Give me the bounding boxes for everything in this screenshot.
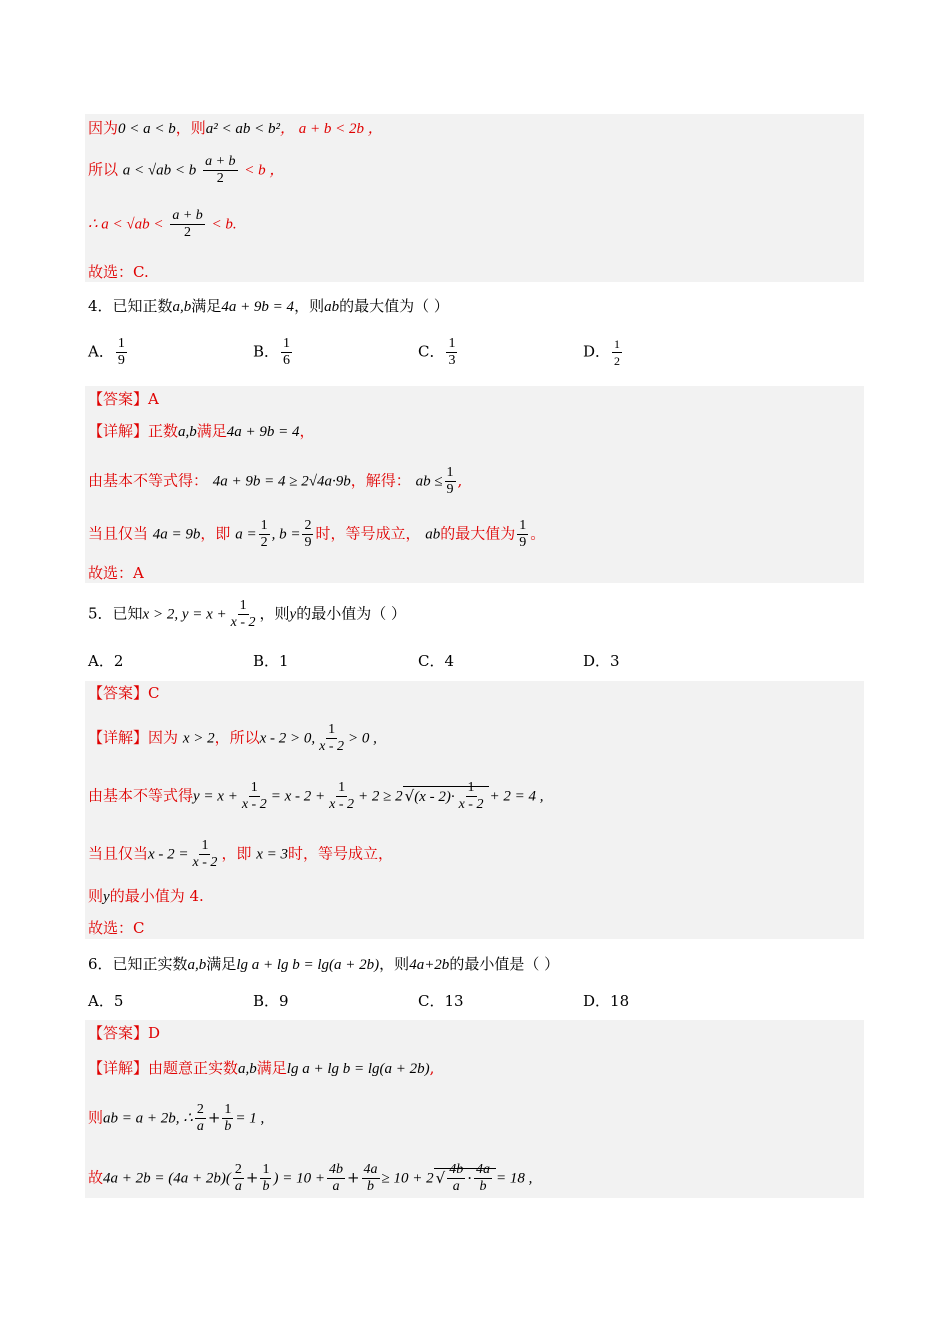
option-label: C． [418,652,445,670]
q4-stem-tail: 的最大值为（ ） [339,297,449,315]
q6-answer-tag: 【答案】D [88,1024,161,1042]
fraction-denominator: 2 [184,225,192,240]
q5-stem-cond: x > 2, y = x + [142,606,227,623]
q6-d3-expr3: ≥ 10 + 2 [381,1170,434,1187]
q3-line3-fraction [170,208,204,241]
q6-d2-expr: ab = a + 2b, ∴ [103,1110,193,1127]
q4-d2-expr: 4a + 9b = 4 ≥ 2√4a·9b [212,473,351,490]
q6-detail-line3 [88,1162,532,1195]
q3-line3-expr: ∴ a < √ab < [88,216,164,233]
fraction-numerator: 1 [328,722,336,737]
q4-d3-c: 时，等号成立， [315,524,421,543]
q5-d4-a: 则 [88,887,104,905]
q6-option-c[interactable] [418,991,464,1011]
q6-d2-fraction1 [195,1102,206,1135]
q5-stem-then: ，则 [259,604,290,623]
q5-option-b[interactable] [253,651,289,671]
q4-d1-c: ， [299,422,315,440]
q5-d3-c: 时，等号成立， [288,844,394,863]
q4-option-b[interactable] [253,336,294,369]
q3-ineq: a² < ab < b² [205,121,281,137]
fraction-denominator: 2 [614,354,621,368]
q5-d3-fraction [191,838,220,871]
q6-d1-a: 由题意正实数 [148,1059,239,1077]
q5-d2-sqrt: √(x - 2)· $\frac{1}{x - 2}$ [403,786,490,805]
fraction-numerator: 2 [196,1102,204,1117]
q4-d1-a: 正数 [148,422,179,440]
q5-option-a[interactable] [88,651,123,671]
fraction-numerator: 1 [260,518,268,533]
q6-stem-vars: a,b [187,957,207,973]
q4-d2-a: 由基本不等式得： [88,471,209,490]
q6-d3-fraction3 [327,1162,345,1195]
q6-option-d[interactable] [583,991,629,1011]
fraction-denominator: a [234,1179,242,1194]
q4-d2-fraction [445,465,456,498]
q5-stem-fraction [229,598,258,631]
q5-d2-fraction1 [240,780,269,813]
q6-d3-sqrt: √ $\frac{4b}{a}$ · $\frac{4a}{b}$ [434,1168,496,1187]
q4-stem-then: ，则 [294,297,325,315]
q4-option-c[interactable] [418,336,459,369]
q6-stem-mid: 满足 [206,955,237,973]
q4-d3-b: ，即 [200,524,231,543]
option-label: C． [418,992,445,1010]
q6-d3-plus2: + [346,1168,360,1187]
fraction-numerator: 1 [467,780,475,795]
fraction-numerator: 4b [328,1162,343,1177]
q4-option-d[interactable] [583,336,624,369]
q5-d2-a: 由基本不等式得 [88,786,194,805]
q4-d3-a-fraction [259,518,270,551]
q6-d1-c: , [429,1059,435,1077]
q4-d1-b: 满足 [196,422,227,440]
q6-d3-a: 故 [88,1168,104,1187]
fraction-denominator: a [452,1179,460,1194]
q6-d3-fraction1 [233,1162,244,1195]
fraction-numerator: 4b [449,1162,464,1177]
q6-stem-tail: 的最小值是（ ） [449,955,560,973]
q4-stem-mid: 满足 [191,297,222,315]
q5-d2-expr1: y = x + [193,788,238,805]
q4-d3-max-fraction [517,518,528,551]
fraction-numerator: 1 [338,780,346,795]
q5-stem-prefix: 5．已知 [88,604,143,623]
q5-d2-fraction2 [327,780,356,813]
fraction-numerator: 1 [250,780,258,795]
detail-tag: 【详解】 [88,1059,149,1077]
fraction-numerator: 4a [363,1162,378,1177]
option-value: 1 [279,652,289,670]
option-value: 2 [113,652,124,670]
q4-d3-ab: ab [425,526,441,543]
q4-d2-c: , [457,471,463,490]
q5-detail-line2 [88,780,543,813]
fraction-denominator: x - 2 [458,797,484,812]
q6-d1-vars: a,b [238,1061,257,1077]
q5-stem [88,598,406,631]
q5-d2-expr2: = x - 2 + [270,788,326,805]
option-label: A． [88,342,114,361]
option-value: 9 [279,992,289,1010]
q4-d1-eq: 4a + 9b = 4 [226,424,300,440]
q3-sum: ， a + b < 2b ， [280,121,383,137]
q6-d3-fraction2 [260,1162,271,1195]
option-value: 4 [444,652,455,670]
option-fraction [281,336,292,369]
q3-line2-tail: < b ， [244,162,285,179]
fraction-numerator: 1 [117,336,125,351]
fraction-denominator: 2 [216,171,224,186]
q4-d2-b: ，解得： [350,471,411,490]
q4-stem-vars: a,b [172,299,192,315]
q3-cond: 0 < a < b [118,121,176,137]
option-fraction [446,336,457,369]
q5-d1-expr: x - 2 > 0, [259,730,316,747]
q4-detail-line1 [88,421,315,442]
q4-d1-vars: a,b [178,424,197,440]
q5-option-c[interactable] [418,651,454,671]
q6-stem-then: ，则 [379,955,410,973]
q3-because: 因为 [88,119,119,137]
fraction-numerator: a + b [172,208,203,223]
fraction-numerator: 4a [475,1162,490,1177]
q4-detail-line3 [88,518,545,551]
q5-d1-cond: x > 2 [182,730,215,747]
q4-final: 故选：A [88,564,144,582]
fraction-numerator: 1 [448,336,456,351]
q3-line3-tail: < b. [211,216,237,233]
option-label: D． [583,342,611,361]
q4-d3-d: 的最大值为 [440,524,516,543]
q3-solution-line1 [88,118,383,139]
q6-d3-expr4: = 18 , [495,1170,533,1187]
fraction-denominator: x - 2 [319,739,345,754]
option-fraction [612,336,622,369]
option-label: A． [88,652,114,670]
q4-detail-line2 [88,465,462,498]
q6-d3-dot: · [467,1168,472,1187]
fraction-numerator: 1 [283,336,291,351]
q6-d2-plus: + [207,1108,221,1127]
q4-stem [88,296,449,317]
q3-answer: 故选：C. [88,263,149,281]
q6-stem [88,954,559,975]
q6-d3-sqrt-fraction1 [447,1162,465,1195]
fraction-numerator: 1 [519,518,527,533]
detail-tag: 【详解】 [88,422,149,440]
q5-d3-expr: x - 2 = [148,846,189,863]
q5-answer-tag: 【答案】C [88,684,160,702]
q5-d4-y: y [103,889,110,905]
q5-d2-expr4: + 2 = 4 , [489,788,544,805]
fraction-denominator: 2 [260,535,268,550]
q6-d3-plus: + [245,1168,259,1187]
q3-solution-line2 [88,154,284,187]
fraction-denominator: a [332,1179,340,1194]
q5-d3-a: 当且仅当 [88,844,149,863]
fraction-denominator: 6 [283,353,291,368]
option-label: A． [88,992,114,1010]
fraction-numerator: 1 [262,1162,270,1177]
q5-stem-tail: 的最小值为（ ） [296,604,406,623]
q6-detail-line1 [88,1058,434,1079]
q4-d3-b-eq: , b = [271,526,301,543]
q4-d3-a: 当且仅当 [88,524,149,543]
option-label: D． [583,992,611,1010]
detail-tag: 【详解】 [88,728,149,747]
q5-d2-expr3: + 2 ≥ 2 [358,788,403,805]
fraction-denominator: x - 2 [241,797,267,812]
q5-d3-x: x = 3 [256,846,289,863]
option-value: 5 [113,992,124,1010]
fraction-denominator: a [196,1119,204,1134]
fraction-numerator: 2 [234,1162,242,1177]
q6-d2-fraction2 [222,1102,233,1135]
q4-d2-res: ab ≤ [415,473,443,490]
fraction-denominator: x - 2 [192,855,218,870]
q4-stem-eq: 4a + 9b = 4 [221,299,295,315]
option-label: C． [418,342,445,361]
q3-solution-line3 [88,208,237,241]
q6-d3-fraction4 [362,1162,380,1195]
fraction-numerator: 1 [446,465,454,480]
option-label: B． [253,652,280,670]
q6-d1-eq: lg a + lg b = lg(a + 2b) [286,1061,430,1077]
fraction-denominator: 9 [519,535,527,550]
q4-option-a[interactable] [88,336,129,369]
option-value: 13 [444,992,464,1010]
fraction-numerator: 1 [614,337,621,351]
q3-line2-fraction [203,154,237,187]
q6-d1-b: 满足 [256,1059,287,1077]
q4-d3-e: 。 [530,524,546,543]
fraction-denominator: b [262,1179,270,1194]
option-value: 3 [610,652,620,670]
q5-d1-a: 因为 [148,728,179,747]
q6-d3-expr1: 4a + 2b = (4a + 2b)( [103,1170,231,1187]
q5-d4-b: 的最小值为 4. [109,887,204,905]
option-label: D． [583,652,611,670]
q6-d2-tail: = 1 , [235,1110,265,1127]
q5-detail-line3 [88,838,393,871]
q5-d2-sqrt-a: (x - 2)· [414,788,455,805]
fraction-denominator: b [367,1179,375,1194]
q4-d3-eq: 4a = 9b [152,526,201,543]
q6-stem-eq: lg a + lg b = lg(a + 2b) [236,957,380,973]
option-value: 18 [610,992,630,1010]
q5-d2-sqrt-fraction [457,780,486,813]
q5-d1-b: ，所以 [214,728,260,747]
option-label: B． [253,342,280,361]
q5-stem-y: y [289,606,297,623]
q5-d3-b: ，即 [221,844,252,863]
fraction-denominator: 9 [117,353,125,368]
q6-stem-prefix: 6．已知正实数 [88,955,188,973]
q5-final: 故选：C [88,919,145,937]
q4-stem-ab: ab [324,299,340,315]
q6-detail-line2 [88,1102,264,1135]
option-fraction [116,336,127,369]
fraction-denominator: 9 [446,482,454,497]
fraction-numerator: 2 [304,518,312,533]
fraction-denominator: b [224,1119,232,1134]
q6-d3-sqrt-fraction2 [474,1162,492,1195]
q3-then: ，则 [175,119,206,137]
fraction-numerator: 1 [224,1102,232,1117]
q5-option-d[interactable] [583,651,620,671]
q6-stem-expr: 4a+2b [409,957,450,973]
fraction-denominator: x - 2 [329,797,355,812]
fraction-numerator: 1 [201,838,209,853]
q6-d2-a: 则 [88,1108,104,1127]
solution-panel-q3 [85,114,864,282]
q5-detail-line1 [88,722,377,755]
fraction-numerator: 1 [239,598,247,613]
fraction-denominator: 3 [448,353,456,368]
option-label: B． [253,992,280,1010]
q6-option-a[interactable] [88,991,123,1011]
q4-answer-tag: 【答案】A [88,390,159,408]
q4-d3-b-fraction [302,518,313,551]
q3-line2-expr: a < √ab < b [122,162,197,179]
fraction-numerator: a + b [205,154,236,169]
q6-d3-expr2: ) = 10 + [273,1170,325,1187]
q4-d3-a-eq: a = [235,526,257,543]
q4-stem-prefix: 4．已知正数 [88,297,173,315]
fraction-denominator: 9 [304,535,312,550]
q3-so: 所以 [88,160,119,179]
q5-d1-tail: > 0 , [348,730,377,747]
q5-d1-fraction [317,722,346,755]
q6-option-b[interactable] [253,991,289,1011]
fraction-denominator: b [479,1179,487,1194]
q5-detail-line4 [88,886,204,907]
fraction-denominator: x - 2 [230,615,256,630]
